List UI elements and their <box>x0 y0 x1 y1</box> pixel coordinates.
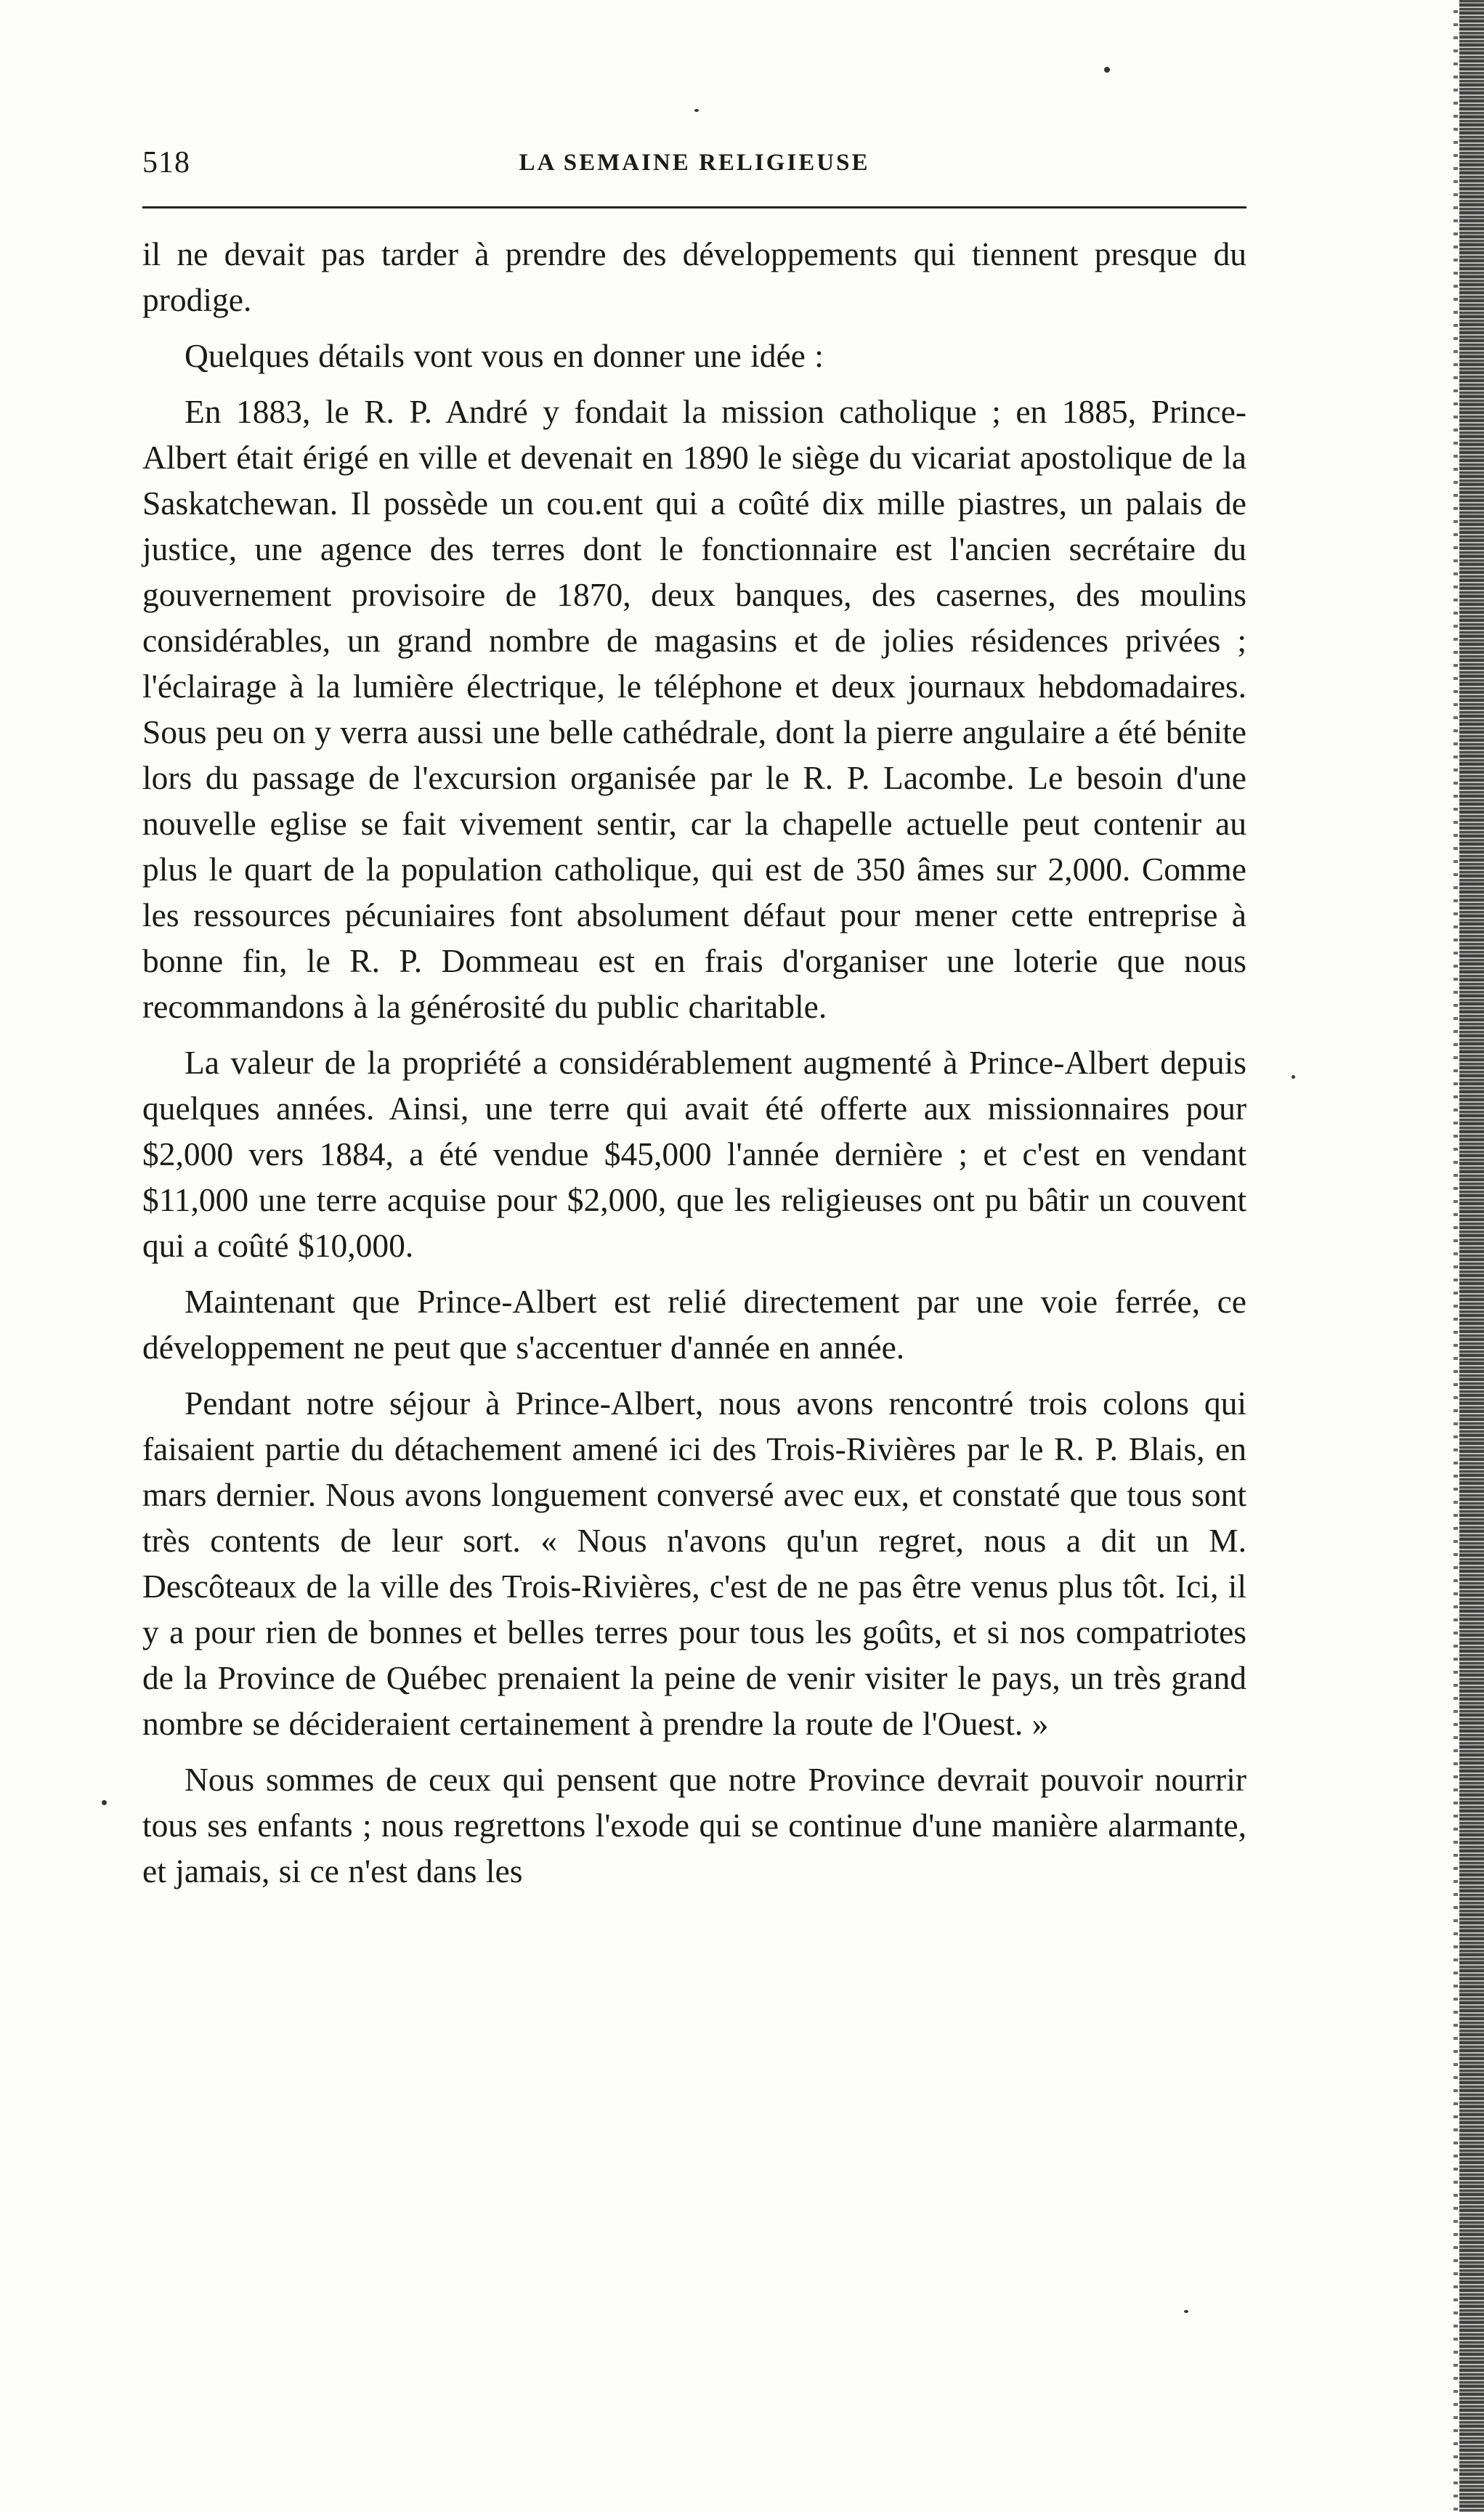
scan-speck <box>102 1800 107 1805</box>
paragraph-5: Maintenant que Prince-Albert est relié directement par une voie ferrée, ce développement ne peut que s'accentuer d'année en année. <box>142 1283 1246 1366</box>
page-number: 518 <box>142 146 190 179</box>
paragraph-1: il ne devait pas tarder à prendre des développements qui tiennent presque du prodige. <box>142 235 1246 318</box>
body-text <box>142 231 1246 1894</box>
page-header <box>142 145 1246 196</box>
running-title: LA SEMAINE RELIGIEUSE <box>519 150 870 176</box>
paragraph-7: Nous sommes de ceux qui pensent que notre Province devrait pouvoir nourrir tous ses enfants ; nous regrettons l'exode qui se continue d'une manière alarmante, et jamais, si ce n'est dans les <box>142 1761 1246 1889</box>
paragraph-4: La valeur de la propriété a considérablement augmenté à Prince-Albert depuis quelques années. Ainsi, une terre qui avait été offerte aux missionnaires pour $2,000 vers 1884, a été vendue $45,000 l'année dernière ; et c'est en vendant $11,000 une terre acquise pour $2,000, que les religieuses ont pu bâtir un couvent qui a coûté $10,000. <box>142 1044 1246 1264</box>
scanned-binding-edge <box>1459 0 1484 2512</box>
scan-speck <box>1184 2310 1188 2313</box>
paragraph-2: Quelques détails vont vous en donner une idée : <box>185 337 824 374</box>
scan-speck <box>694 109 699 112</box>
header-rule <box>142 206 1246 208</box>
scan-speck <box>1292 1075 1295 1079</box>
paragraph-6: Pendant notre séjour à Prince-Albert, nous avons rencontré trois colons qui faisaient partie du détachement amené ici des Trois-Rivières par le R. P. Blais, en mars dernier. Nous avons longuement conversé avec eux, et constaté que tous sont très contents de leur sort. « Nous n'avons qu'un regret, nous a dit un M. Descôteaux de la ville des Trois-Rivières, c'est de ne pas être venus plus tôt. Ici, il y a pour rien de bonnes et belles terres pour tous les goûts, et si nos compatriotes de la Province de Québec prenaient la peine de venir visiter le pays, un très grand nombre se décideraient certainement à prendre la route de l'Ouest. » <box>142 1385 1246 1742</box>
scan-speck <box>1104 67 1110 73</box>
paragraph-3: En 1883, le R. P. André y fondait la mission catholique ; en 1885, Prince-Albert était érigé en ville et devenait en 1890 le siège du vicariat apostolique de la Saskatchewan. Il possède un cou.ent qui a coûté dix mille piastres, un palais de justice, une agence des terres dont le fonctionnaire est l'ancien secrétaire du gouvernement provisoire de 1870, deux banques, des casernes, des moulins considérables, un grand nombre de magasins et de jolies résidences privées ; l'éclairage à la lumière électrique, le téléphone et deux journaux hebdomadaires. Sous peu on y verra aussi une belle cathédrale, dont la pierre angulaire a été bénite lors du passage de l'excursion organisée par le R. P. Lacombe. Le besoin d'une nouvelle eglise se fait vivement sentir, car la chapelle actuelle peut contenir au plus le quart de la population catholique, qui est de 350 âmes sur 2,000. Comme les ressources pécuniaires font absolument défaut pour mener cette entreprise à bonne fin, le R. P. Dommeau est en frais d'organiser une loterie que nous recommandons à la générosité du public charitable. <box>142 393 1246 1025</box>
